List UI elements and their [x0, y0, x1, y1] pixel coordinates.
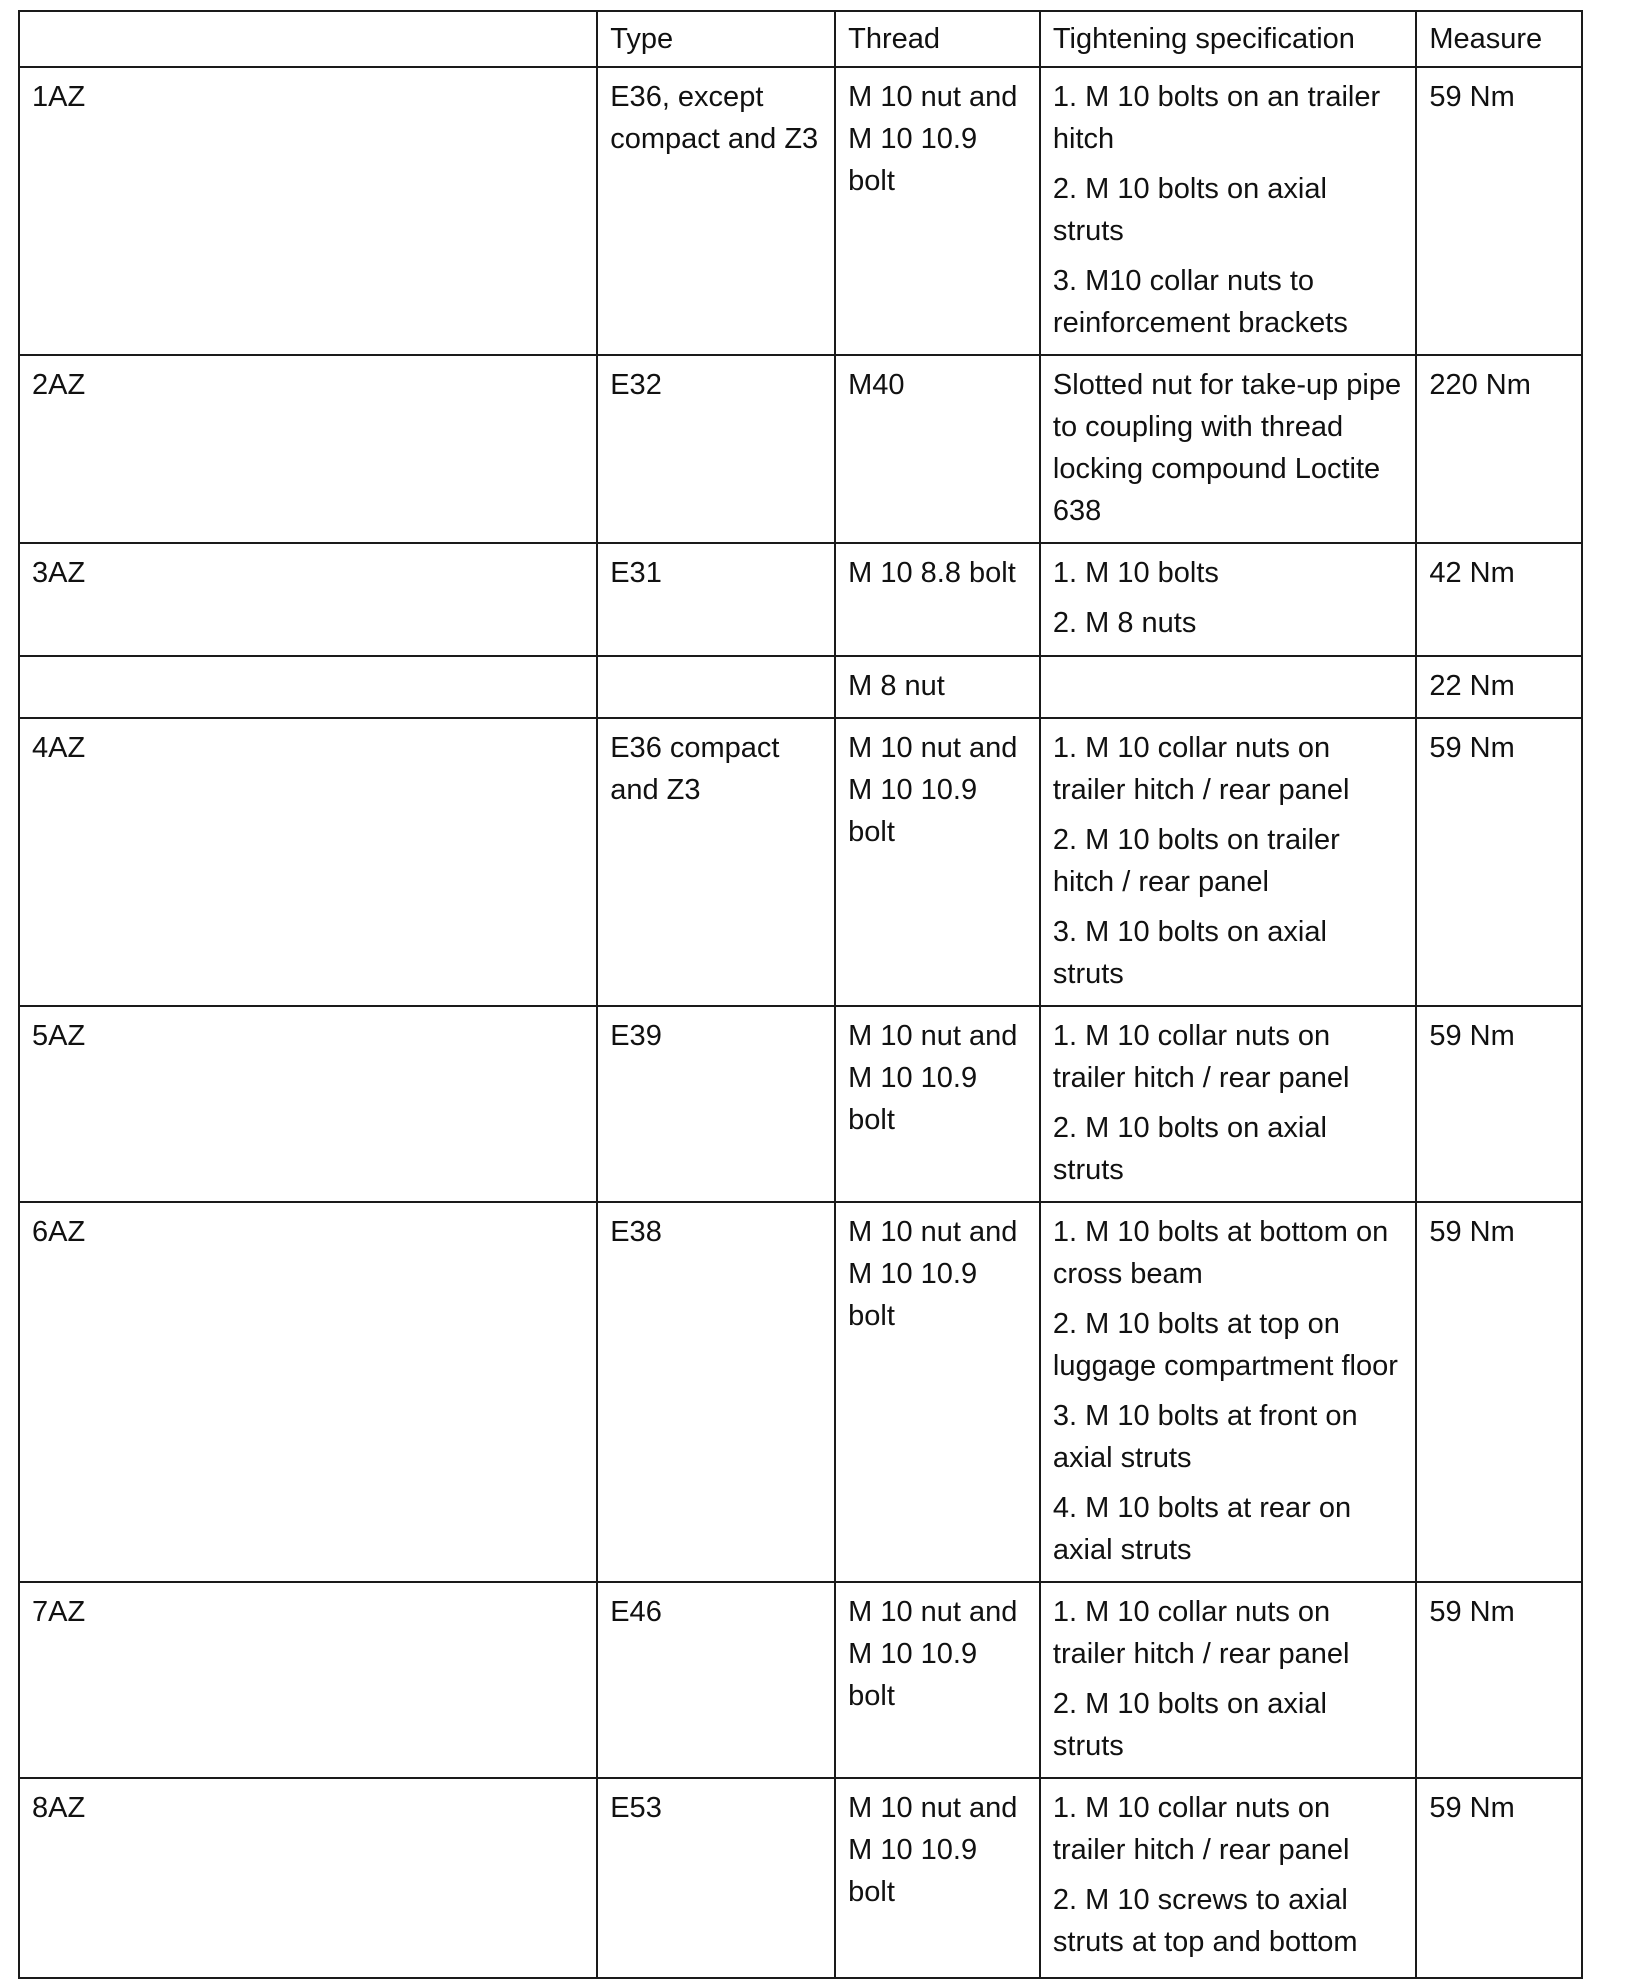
- spec-item: 1. M 10 collar nuts on trailer hitch / rear panel: [1052, 1020, 1350, 1094]
- spec-item: Slotted nut for take-up pipe to coupling with thread locking compound Loctite 638: [1052, 369, 1402, 527]
- cell-measure: 59 Nm: [1416, 1006, 1582, 1202]
- spec-item: 2. M 10 bolts on axial struts: [1052, 173, 1327, 247]
- table-row: [19, 1006, 1582, 1202]
- cell-type: E36, except compact and Z3: [597, 67, 835, 355]
- cell-specification: [1040, 1582, 1416, 1778]
- cell-code: 3AZ: [19, 543, 597, 656]
- cell-type: [597, 656, 835, 718]
- header-specification: Tightening specification: [1040, 11, 1416, 67]
- cell-thread: M40: [835, 355, 1040, 543]
- spec-item: 2. M 10 screws to axial struts at top and bottom: [1052, 1884, 1358, 1958]
- spec-item: 1. M 10 bolts on an trailer hitch: [1052, 81, 1381, 155]
- cell-thread: M 10 nut and M 10 10.9 bolt: [835, 1778, 1040, 1978]
- cell-code: 7AZ: [19, 1582, 597, 1778]
- spec-item: 4. M 10 bolts at rear on axial struts: [1052, 1492, 1352, 1566]
- cell-measure: 59 Nm: [1416, 718, 1582, 1006]
- cell-specification: [1040, 355, 1416, 543]
- cell-code: 1AZ: [19, 67, 597, 355]
- cell-code: [19, 656, 597, 718]
- spec-item: 2. M 10 bolts at top on luggage compartment floor: [1052, 1308, 1398, 1382]
- spec-item: 1. M 10 bolts at bottom on cross beam: [1052, 1216, 1389, 1290]
- table-row: [19, 67, 1582, 355]
- table-row: [19, 1202, 1582, 1582]
- cell-measure: 59 Nm: [1416, 67, 1582, 355]
- cell-specification: [1040, 543, 1416, 656]
- table-row: [19, 1582, 1582, 1778]
- cell-specification: [1040, 1778, 1416, 1978]
- cell-thread: M 10 nut and M 10 10.9 bolt: [835, 718, 1040, 1006]
- spec-item: 3. M 10 bolts on axial struts: [1052, 916, 1327, 990]
- cell-thread: M 10 8.8 bolt: [835, 543, 1040, 656]
- cell-specification: [1040, 1006, 1416, 1202]
- cell-measure: 220 Nm: [1416, 355, 1582, 543]
- table-row: [19, 718, 1582, 1006]
- cell-type: E38: [597, 1202, 835, 1582]
- cell-type: E53: [597, 1778, 835, 1978]
- cell-measure: 42 Nm: [1416, 543, 1582, 656]
- table-row: [19, 1778, 1582, 1978]
- cell-specification: [1040, 1202, 1416, 1582]
- cell-thread: M 10 nut and M 10 10.9 bolt: [835, 67, 1040, 355]
- table-row: [19, 543, 1582, 656]
- cell-code: 2AZ: [19, 355, 597, 543]
- spec-item: 2. M 10 bolts on axial struts: [1052, 1688, 1327, 1762]
- table-row: [19, 355, 1582, 543]
- tightening-spec-table: [18, 10, 1583, 1979]
- cell-specification: [1040, 67, 1416, 355]
- spec-item: 2. M 8 nuts: [1052, 607, 1197, 639]
- cell-type: E32: [597, 355, 835, 543]
- header-row: [19, 11, 1582, 67]
- spec-item: 1. M 10 collar nuts on trailer hitch / rear panel: [1052, 732, 1350, 806]
- header-thread: Thread: [835, 11, 1040, 67]
- cell-thread: M 10 nut and M 10 10.9 bolt: [835, 1006, 1040, 1202]
- header-type: Type: [597, 11, 835, 67]
- spec-item: 1. M 10 collar nuts on trailer hitch / rear panel: [1052, 1792, 1350, 1866]
- spec-item: 3. M10 collar nuts to reinforcement brackets: [1052, 265, 1348, 339]
- cell-type: E36 compact and Z3: [597, 718, 835, 1006]
- cell-code: 4AZ: [19, 718, 597, 1006]
- cell-measure: 59 Nm: [1416, 1202, 1582, 1582]
- cell-specification: [1040, 718, 1416, 1006]
- table-body: [19, 67, 1582, 1978]
- cell-thread: M 10 nut and M 10 10.9 bolt: [835, 1202, 1040, 1582]
- cell-measure: 22 Nm: [1416, 656, 1582, 718]
- cell-type: E39: [597, 1006, 835, 1202]
- table-row: [19, 656, 1582, 718]
- spec-item: 3. M 10 bolts at front on axial struts: [1052, 1400, 1358, 1474]
- spec-item: 2. M 10 bolts on trailer hitch / rear panel: [1052, 824, 1340, 898]
- header-code: [19, 11, 597, 67]
- spec-item: 2. M 10 bolts on axial struts: [1052, 1112, 1327, 1186]
- cell-measure: 59 Nm: [1416, 1582, 1582, 1778]
- cell-type: E31: [597, 543, 835, 656]
- cell-thread: M 10 nut and M 10 10.9 bolt: [835, 1582, 1040, 1778]
- header-measure: Measure: [1416, 11, 1582, 67]
- spec-item: 1. M 10 bolts: [1052, 557, 1219, 589]
- cell-code: 8AZ: [19, 1778, 597, 1978]
- cell-specification: [1040, 656, 1416, 718]
- cell-thread: M 8 nut: [835, 656, 1040, 718]
- cell-measure: 59 Nm: [1416, 1778, 1582, 1978]
- spec-item: 1. M 10 collar nuts on trailer hitch / rear panel: [1052, 1596, 1350, 1670]
- cell-code: 5AZ: [19, 1006, 597, 1202]
- cell-code: 6AZ: [19, 1202, 597, 1582]
- cell-type: E46: [597, 1582, 835, 1778]
